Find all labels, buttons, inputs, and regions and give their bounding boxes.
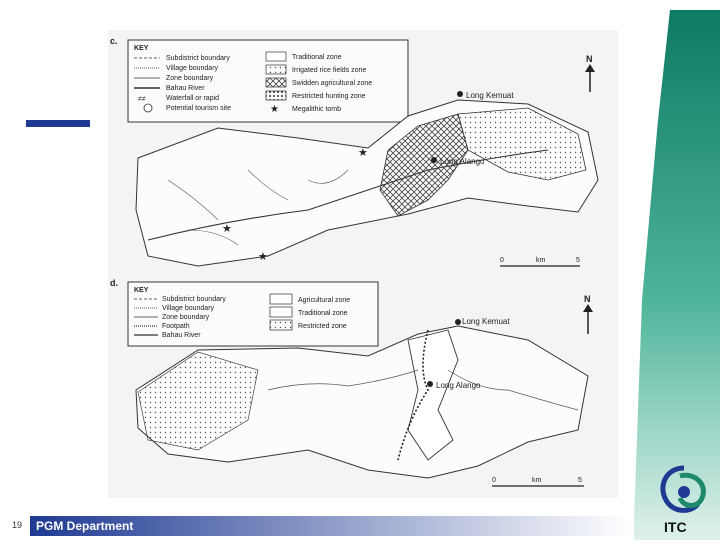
svg-text:★: ★ xyxy=(222,223,232,235)
svg-text:★: ★ xyxy=(358,147,368,159)
map-c-label: c. xyxy=(110,36,118,46)
accent-bar xyxy=(26,120,90,127)
map-c-north: N xyxy=(586,54,593,64)
map-c-legend-11: Megalithic tomb xyxy=(292,106,342,113)
logo-text: ITC xyxy=(664,519,687,535)
map-d-village-2: Long Alango xyxy=(436,381,481,390)
map-c-legend-7: Traditional zone xyxy=(292,54,342,61)
map-c-scale-unit: km xyxy=(536,257,546,264)
map-d-legend-1: Subdistrict boundary xyxy=(162,296,226,303)
map-d-legend-2: Village boundary xyxy=(162,305,215,312)
map-c-legend-4: Bahau River xyxy=(166,85,205,92)
map-c-legend-9: Swidden agricultural zone xyxy=(292,80,373,87)
page-number: 19 xyxy=(12,520,23,530)
map-d-legend-5: Bahau River xyxy=(162,332,201,339)
map-d-legend-6: Agricultural zone xyxy=(298,297,351,304)
svg-text:★: ★ xyxy=(258,251,268,263)
map-c-key-title: KEY xyxy=(134,45,149,52)
map-c-village-1: Long Kemuat xyxy=(466,91,514,100)
footer-department: PGM Department xyxy=(36,519,134,533)
map-c-scale-0: 0 xyxy=(500,257,504,264)
map-c-legend-8: Irrigated rice fields zone xyxy=(292,67,367,74)
map-c-legend-10: Restricted hunting zone xyxy=(292,93,366,100)
map-c-legend-3: Zone boundary xyxy=(166,75,214,82)
map-d-scale-unit: km xyxy=(532,477,542,484)
map-c-legend-2: Village boundary xyxy=(166,65,219,72)
map-d-label: d. xyxy=(110,278,118,288)
map-d-legend-8: Restricted zone xyxy=(298,323,347,330)
map-c-scale-5: 5 xyxy=(576,257,580,264)
map-c-village-2: Long Alango xyxy=(440,157,485,166)
svg-text:★: ★ xyxy=(270,104,279,115)
map-c-legend-1: Subdistrict boundary xyxy=(166,55,230,62)
map-c-legend-5: Waterfall or rapid xyxy=(166,95,220,102)
teal-gradient-band xyxy=(628,0,720,540)
map-d-north: N xyxy=(584,294,591,304)
map-d-scale-0: 0 xyxy=(492,477,496,484)
map-d-legend-7: Traditional zone xyxy=(298,310,348,317)
map-d-legend-3: Zone boundary xyxy=(162,314,210,321)
map-c-legend-6: Potential tourism site xyxy=(166,105,231,112)
map-image xyxy=(108,30,618,498)
map-d-key-title: KEY xyxy=(134,287,149,294)
map-d-legend-4: Footpath xyxy=(162,323,190,330)
map-d-village-1: Long Kemuat xyxy=(462,317,510,326)
itc-logo xyxy=(654,462,714,536)
svg-text:≠≠: ≠≠ xyxy=(138,96,146,103)
map-d-scale-5: 5 xyxy=(578,477,582,484)
